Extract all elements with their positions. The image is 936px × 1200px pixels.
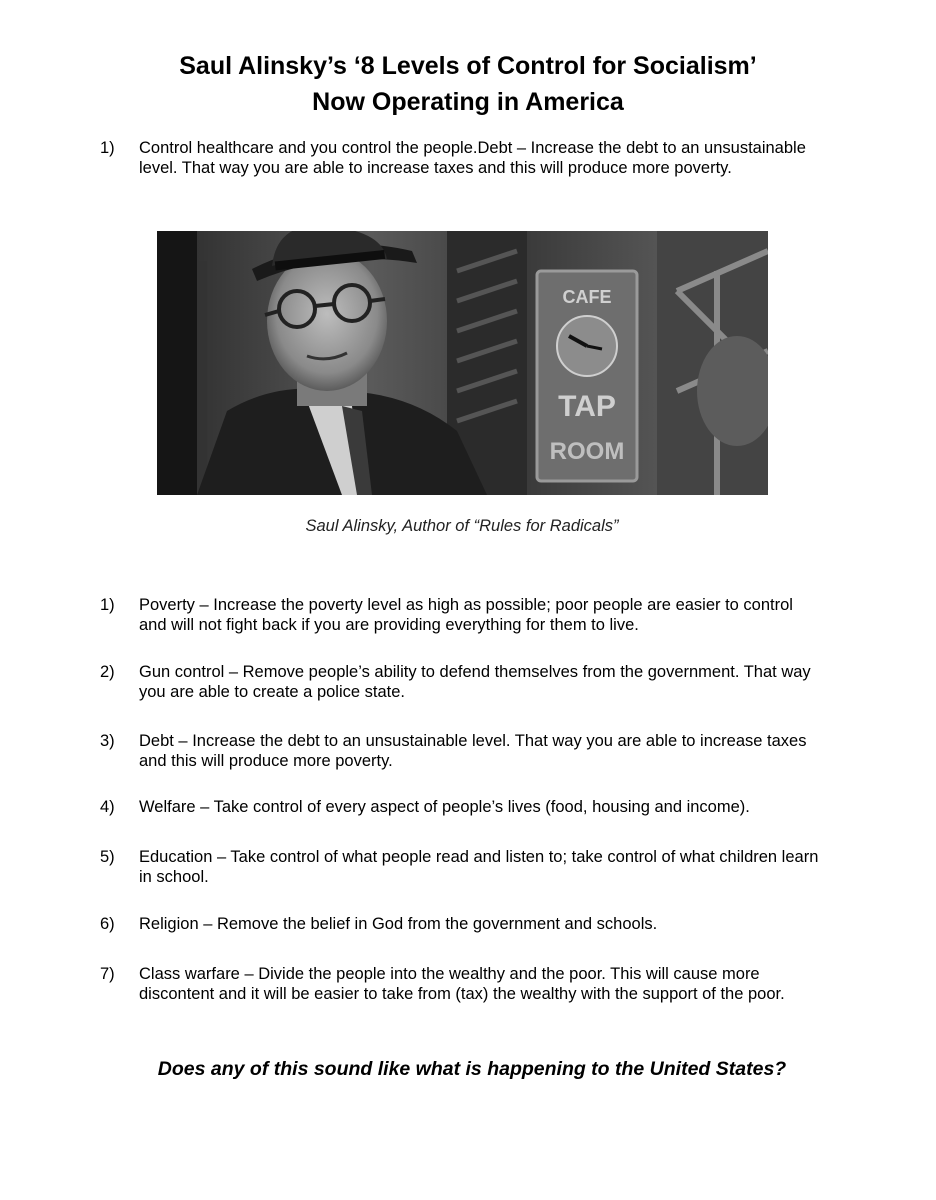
list-text: Gun control – Remove people’s ability to defend themselves from the government. That way you are able to create a police state. [139,663,811,701]
sign-text-top: CAFE [562,287,612,307]
list-item [100,662,820,702]
intro-list-item [100,138,820,178]
list-text: Debt – Increase the debt to an unsustainable level. That way you are able to increase taxes and this will produce more poverty. [139,732,807,770]
sign-text-mid: TAP [558,390,616,423]
title-line-2: Now Operating in America [312,88,624,116]
photo-caption: Saul Alinsky, Author of “Rules for Radicals” [305,517,619,535]
list-number: 1) [100,139,115,157]
list-number: 3) [100,732,115,750]
list-number: 1) [100,596,115,614]
sign-text-bottom: ROOM [549,438,625,465]
list-item [100,797,820,817]
list-text: Control healthcare and you control the people.Debt – Increase the debt to an unsustainable level. That way you are able to increase taxes and this will produce more poverty. [139,139,806,177]
list-item [100,847,820,887]
list-number: 7) [100,965,115,983]
list-number: 5) [100,848,115,866]
list-item [100,914,820,934]
list-item [100,595,820,635]
title-line-1: Saul Alinsky’s ‘8 Levels of Control for Socialism’ [179,52,757,80]
list-text: Class warfare – Divide the people into the wealthy and the poor. This will cause more discontent and it will be easier to take from (tax) the wealthy with the support of the poor. [139,965,785,1003]
portrait-photo-icon [157,231,768,495]
list-text: Religion – Remove the belief in God from the government and schools. [139,915,658,933]
document-title [0,48,936,120]
list-number: 6) [100,915,115,933]
list-text: Welfare – Take control of every aspect of people’s lives (food, housing and income). [139,798,750,816]
list-number: 2) [100,663,115,681]
list-text: Education – Take control of what people read and listen to; take control of what children learn in school. [139,848,819,886]
portrait-photo [157,231,768,495]
list-number: 4) [100,798,115,816]
list-text: Poverty – Increase the poverty level as high as possible; poor people are easier to control and will not fight back if you are providing everything for them to live. [139,596,793,634]
closing-question: Does any of this sound like what is happening to the United States? [157,1058,787,1080]
list-item [100,731,820,771]
list-item [100,964,820,1004]
